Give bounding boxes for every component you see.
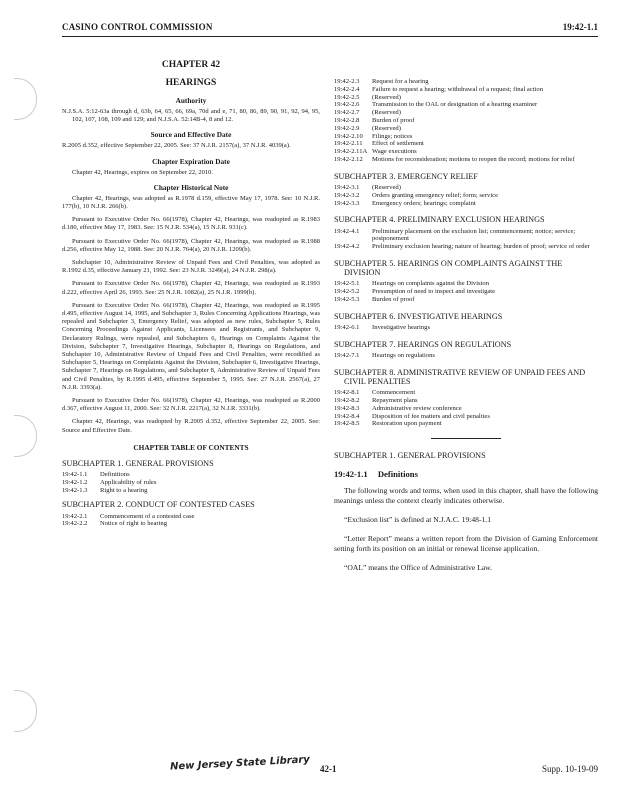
toc-item: 19:42-2.5 (Reserved) bbox=[334, 93, 401, 101]
history-notes bbox=[62, 195, 320, 435]
body-paragraph: “Exclusion list” is defined at N.J.A.C. 19:48-1.1 bbox=[344, 515, 492, 525]
toc-item: 19:42-4.1 Preliminary placement on the exclusion list; commencement; notice; service; postponement bbox=[334, 227, 576, 243]
header-section: 19:42-1.1 bbox=[562, 22, 598, 32]
authority-text: N.J.S.A. 5:12-63a through d, 63b, 64, 65, 66, 69a, 70d and e, 71, 80, 86, 89, 90, 91, 92, 94, 95, 102, 107, 108, 109 and 129; and N.J.S.A. 52:14B-4, 8 and 12. bbox=[62, 108, 320, 124]
history-paragraph: Subchapter 10, Administrative Review of Unpaid Fees and Civil Penalties, was adopted as R.1992 d.35, effective January 21, 1992. See: 23 N.J.R. 3249(a), 24 N.J.R. 298(a). bbox=[62, 259, 320, 275]
toc-item: 19:42-8.1 Commencement bbox=[334, 389, 416, 397]
punch-hole bbox=[14, 690, 37, 732]
toc-item: 19:42-1.1 Definitions bbox=[62, 471, 130, 479]
running-header bbox=[62, 22, 598, 37]
toc-subchapter-3: SUBCHAPTER 3. EMERGENCY RELIEF bbox=[334, 171, 478, 181]
toc-item: 19:42-8.5 Restoration upon payment bbox=[334, 420, 442, 428]
toc-item: 19:42-2.9 (Reserved) bbox=[334, 124, 401, 132]
body-paragraph: “Letter Report” means a written report from the Division of Gaming Enforcement setting forth its position on an initial or renewal license application. bbox=[334, 534, 598, 554]
toc-item: 19:42-2.11A Wage executions bbox=[334, 148, 417, 156]
history-paragraph: Pursuant to Executive Order No. 66(1978), Chapter 42, Hearings, was readopted as R.1993 d.222, effective April 26, 1993. See: 25 N.J.R. 1082(a), 25 N.J.R. 1999(b). bbox=[62, 280, 320, 296]
body-paragraph: “OAL” means the Office of Administrative Law. bbox=[344, 563, 493, 573]
toc-item: 19:42-1.2 Applicability of rules bbox=[62, 478, 157, 486]
toc-item: 19:42-2.6 Transmission to the OAL or designation of a hearing examiner bbox=[334, 101, 538, 109]
toc-item: 19:42-4.2 Preliminary exclusion hearing; nature of hearing; burden of proof; service of order bbox=[334, 243, 590, 251]
left-column bbox=[62, 60, 320, 534]
toc-item: 19:42-2.12 Motions for reconsideration; motions to reopen the record; motions for relief bbox=[334, 155, 575, 163]
toc-item: 19:42-2.1 Commencement of a contested case bbox=[62, 512, 195, 520]
toc-item: 19:42-2.3 Request for a hearing bbox=[334, 78, 429, 85]
toc-item: 19:42-1.3 Right to a hearing bbox=[62, 486, 148, 494]
toc-heading: CHAPTER TABLE OF CONTENTS bbox=[133, 442, 249, 452]
toc-subchapter-5: SUBCHAPTER 5. HEARINGS ON COMPLAINTS AGAINST THE DIVISION bbox=[334, 258, 563, 278]
toc-list bbox=[334, 389, 598, 428]
expiration-heading: Chapter Expiration Date bbox=[152, 156, 230, 166]
header-title: CASINO CONTROL COMMISSION bbox=[62, 22, 213, 32]
toc-subchapter-8: SUBCHAPTER 8. ADMINISTRATIVE REVIEW OF UNPAID FEES AND CIVIL PENALTIES bbox=[334, 367, 586, 386]
toc-item: 19:42-3.3 Emergency orders; hearings; complaint bbox=[334, 199, 476, 207]
body-paragraph: The following words and terms, when used in this chapter, shall have the following meanings unless the context clearly indicates otherwise. bbox=[334, 486, 598, 506]
toc-item: 19:42-8.3 Administrative review conference bbox=[334, 404, 462, 412]
toc-item: 19:42-2.11 Effect of settlement bbox=[334, 140, 424, 148]
toc-item: 19:42-5.3 Burden of proof bbox=[334, 295, 415, 303]
history-paragraph: Pursuant to Executive Order No. 66(1978), Chapter 42, Hearings, was readopted as R.1983 d.180, effective May 17, 1983. See: 15 N.J.R. 534(a), 15 N.J.R. 931(c). bbox=[62, 216, 320, 232]
toc-subchapter-2: SUBCHAPTER 2. CONDUCT OF CONTESTED CASES bbox=[62, 500, 255, 510]
toc-item: 19:42-3.1 (Reserved) bbox=[334, 183, 401, 191]
history-paragraph: Pursuant to Executive Order No. 66(1978), Chapter 42, Hearings, was readopted as R.1995 d.495, effective August 14, 1995, and Subchapter 3, Rules Concerning Applications Hearings, was repealed and Subchapter 3, Emergency Relief, was adopted as new rules, Subchapter 5, Rules Concerning Proceedings Against Applicants, Licensees and Registrants, and Subchapter 9, Declaratory Rulings, were repealed, and Subchapters 6, Hearings on Complaints Against the Division, Subchapter 7, Investigative Hearings, Subchapter 8, Hearings on Regulations, and Subchapter 10, Administrative Review of Unpaid Fees and Civil Penalties, were recodified as Subchapter 5, Hearings on Complaints Against the Division, Subchapter 6, Investigative Hearings, Subchapter 7, Hearings on Regulations, and Subchapter 8, Administrative Review of Unpaid Fees and Civil Penalties, by R.1995 d.495, effective September 5, 1995. See: 27 N.J.R. 2567(a), 27 N.J.R. 3393(a). bbox=[62, 301, 320, 391]
source-text: R.2005 d.352, effective September 22, 2005. See: 37 N.J.R. 2157(a), 37 N.J.R. 4039(a). bbox=[62, 142, 291, 150]
supplement-date: Supp. 10-19-09 bbox=[542, 764, 598, 774]
toc-item: 19:42-2.10 Filings; notices bbox=[334, 132, 413, 140]
page-footer bbox=[62, 754, 598, 784]
toc-item: 19:42-2.2 Notice of right to hearing bbox=[62, 520, 168, 528]
chapter-number: CHAPTER 42 bbox=[161, 60, 221, 70]
toc-subchapter-4: SUBCHAPTER 4. PRELIMINARY EXCLUSION HEARINGS bbox=[334, 215, 545, 225]
expiration-text: Chapter 42, Hearings, expires on September 22, 2010. bbox=[72, 168, 213, 176]
right-column bbox=[334, 78, 598, 582]
toc-list bbox=[62, 471, 320, 494]
toc-list bbox=[334, 78, 598, 164]
toc-item: 19:42-2.8 Burden of proof bbox=[334, 116, 415, 124]
toc-item: 19:42-8.2 Repayment plans bbox=[334, 396, 418, 404]
toc-subchapter-1: SUBCHAPTER 1. GENERAL PROVISIONS bbox=[62, 458, 214, 468]
toc-item: 19:42-6.1 Investigative hearings bbox=[334, 323, 431, 331]
history-paragraph: Chapter 42, Hearings, was adopted as R.1978 d.159, effective May 17, 1978. See: 10 N.J.R. 177(b), 10 N.J.R. 266(b). bbox=[62, 194, 320, 211]
toc-list bbox=[62, 513, 320, 529]
page-number: 42-1 bbox=[320, 764, 337, 774]
toc-item: 19:42-2.4 Failure to request a hearing; withdrawal of a request; final action bbox=[334, 85, 544, 93]
section-title: Definitions bbox=[377, 469, 418, 480]
punch-hole bbox=[14, 78, 37, 120]
toc-list bbox=[334, 184, 598, 207]
punch-hole bbox=[14, 415, 37, 457]
toc-subchapter-6: SUBCHAPTER 6. INVESTIGATIVE HEARINGS bbox=[334, 311, 503, 321]
history-paragraph: Pursuant to Executive Order No. 66(1978), Chapter 42, Hearings, was readopted as R.1988 d.256, effective May 12, 1988. See: 20 N.J.R. 764(a), 20 N.J.R. 1209(b). bbox=[62, 237, 320, 253]
chapter-title: HEARINGS bbox=[165, 78, 217, 88]
source-heading: Source and Effective Date bbox=[150, 130, 232, 140]
toc-item: 19:42-5.1 Hearings on complaints against the Division bbox=[334, 280, 490, 288]
library-stamp: New Jersey State Library bbox=[169, 754, 311, 773]
section-divider bbox=[431, 438, 501, 439]
toc-item: 19:42-8.4 Disposition of fee matters and civil penalties bbox=[334, 412, 490, 420]
toc-item: 19:42-7.1 Hearings on regulations bbox=[334, 351, 435, 359]
toc-item: 19:42-5.2 Presumption of need to inspect and investigate bbox=[334, 288, 496, 296]
history-paragraph: Pursuant to Executive Order No. 66(1978), Chapter 42, Hearings, was readopted as R.2000 d.367, effective August 11, 2000. See: 32 N.J.R. 2217(a), 32 N.J.R. 3331(b). bbox=[62, 397, 320, 413]
toc-subchapter-7: SUBCHAPTER 7. HEARINGS ON REGULATIONS bbox=[334, 339, 512, 349]
toc-item: 19:42-2.7 (Reserved) bbox=[334, 109, 401, 117]
toc-list bbox=[334, 228, 598, 251]
toc-item: 19:42-3.2 Orders granting emergency relief; form; service bbox=[334, 191, 499, 199]
section-heading bbox=[334, 469, 598, 479]
authority-heading: Authority bbox=[175, 96, 207, 105]
toc-list bbox=[334, 280, 598, 303]
section-number: 19:42-1.1 bbox=[334, 469, 368, 480]
history-heading: Chapter Historical Note bbox=[153, 182, 229, 192]
body-subchapter-heading: SUBCHAPTER 1. GENERAL PROVISIONS bbox=[334, 451, 486, 461]
toc-list bbox=[334, 352, 598, 360]
toc-list bbox=[334, 324, 598, 332]
history-paragraph: Chapter 42, Hearings, was readopted by R.2005 d.352, effective September 22, 2005. See: Source and Effective Date. bbox=[62, 418, 320, 434]
